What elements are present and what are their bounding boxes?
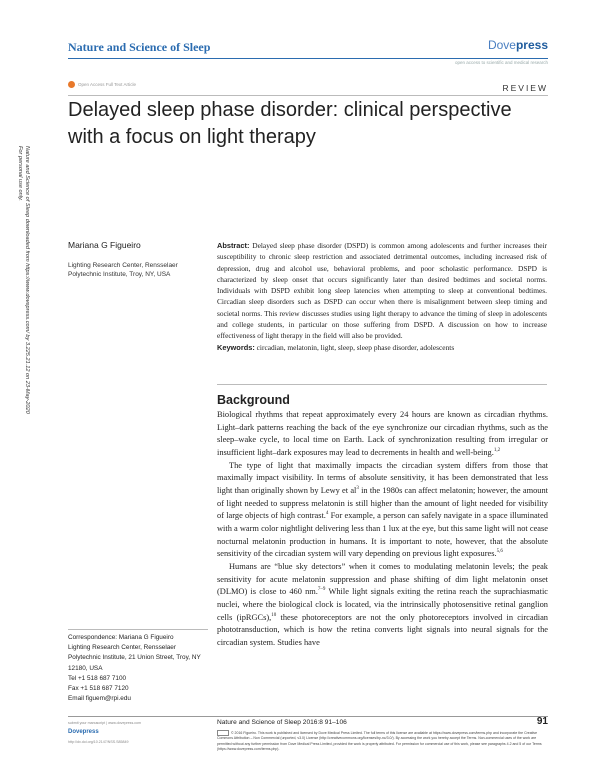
abstract-text: Delayed sleep phase disorder (DSPD) is common among adolescents and further increases their susceptibility to chronic sleep restriction and associated detrimental outcomes, including increased risk of depression, drug and alcohol use, behavioral problems, and poor scholastic performance. DSPD is characterized by sleep onset that occurs significantly later than desired bedtimes and societal norms. Individuals with DSPD exhibit long sleep latencies when attempting to sleep at conventional bedtimes. Circadian sleep disorders such as DSPD can occur when there is misalignment between sleep timing and societal norms. This review discusses studies using light therapy to advance the timing of sleep in adolescents and college students, in particular on those suffering from DSPD. A discussion on how to increase effectiveness of light therapy in the field will also be provided. [217, 241, 547, 341]
correspondence-label: Correspondence: Mariana G Figueiro [68, 634, 174, 641]
download-notice [2, 146, 36, 576]
correspondence-tel: Tel +1 518 687 7100 [68, 674, 127, 682]
journal-name: Nature and Science of Sleep [68, 40, 211, 54]
download-notice-line1: Nature and Science of Sleep downloaded from https://www.dovepress.com/ by 3.225.21.12 on 23-May-2020 [24, 146, 30, 414]
footer-divider [68, 716, 548, 717]
page-number: 91 [536, 716, 548, 727]
abstract-label: Abstract: [217, 241, 250, 250]
license-text: © 2016 Figueiro. This work is published and licensed by Dove Medical Press Limited. The full terms of this license are available at https://www.dovepress.com/terms.php and incorporate the Creative Commons Attribution – Non Commercial (unported, v3.0) License (http://creativecommons.org/licenses/by-nc/3.0/). By accessing the work you hereby accept the Terms. Non-commercial uses of the work are permitted without any further permission from Dove Medical Press Limited, provided the work is properly attributed. For permission for commercial use of this work, please see paragraphs 4.2 and 5 of our Terms (https://www.dovepress.com/terms.php). [217, 730, 542, 752]
open-access-text: Open Access Full Text Article [78, 82, 136, 87]
open-access-icon [68, 81, 75, 88]
citation-ref: 10 [271, 612, 277, 618]
footer-publisher-logo: Dovepress [68, 729, 99, 735]
submit-link[interactable]: submit your manuscript | www.dovepress.com [68, 721, 142, 725]
body-text [217, 409, 548, 649]
publisher-logo-bold: press [515, 38, 548, 52]
paragraph-3: Humans are “blue sky detectors” when it comes to modulating melatonin levels; the peak sensitivity for acute melatonin suppression and phase shifting of dim light melatonin onset (DLMO) is close to 460 nm.$^{7-9}$ While light signals exiting the retina reach the suprachiasmatic nuclei, where the biological clock is located, via the intrinsically photosensitive retinal ganglion cells (ipRGCs),$^{10}$ these photoreceptors are not the only photoreceptors involved in circadian phototransduction, which is how the retina converts light signals into neural signals for the circadian system. Studies have [217, 561, 548, 647]
article-title: Delayed sleep phase disorder: clinical perspective with a focus on light therapy [68, 99, 512, 148]
citation-ref: 5,6 [496, 549, 503, 555]
open-access-label [68, 81, 136, 88]
doi-link[interactable]: http://dx.doi.org/10.2147/NSS.S85849 [68, 740, 129, 744]
abstract-divider [217, 384, 547, 385]
header-divider [68, 58, 548, 59]
publisher-logo-light: Dove [487, 38, 516, 52]
publisher-tagline: open access to scientific and medical research [454, 60, 548, 65]
citation-ref: 4 [325, 511, 329, 517]
keywords-label: Keywords: [217, 342, 255, 352]
citation-ref: 1,2 [493, 448, 501, 454]
correspondence-address: Lighting Research Center, Rensselaer Polytechnic Institute, 21 Union Street, Troy, NY 12180, USA [68, 644, 201, 672]
footer-citation: Nature and Science of Sleep 2016:8 91–106 [217, 719, 347, 726]
correspondence-block [68, 633, 210, 704]
correspondence-divider [68, 629, 208, 630]
download-notice-line2: For personal use only. [17, 146, 23, 201]
correspondence-email[interactable]: Email figuem@rpi.edu [68, 695, 131, 703]
paragraph-2: The type of light that maximally impacts the circadian system differs from those that maximally impact visibility. In terms of absolute sensitivity, it has been demonstrated that less light than originally shown by Lewy et $al^3$ in the 1980s can affect melatonin; however, the amount of light needed to suppress melatonin is still higher than the amount of light needed for visibility of large objects of high contrast.$^4$ For example, a person can safely navigate in a space illuminated with a warm color nightlight delivering less than 1 lux at the eye, but this same light will not cease nocturnal melatonin production in humans. It is important to note, however, that the absolute sensitivity of the circadian system will vary depending on previous light exposures.$^{5,6}$ [217, 460, 549, 559]
author-affiliation: Lighting Research Center, Rensselaer Polytechnic Institute, Troy, NY, USA [68, 262, 178, 278]
creative-commons-icon [217, 730, 229, 736]
title-divider [68, 95, 548, 96]
publisher-logo [488, 38, 548, 52]
keywords-text: circadian, melatonin, light, sleep, sleep phase disorder, adolescents [256, 342, 455, 352]
author-name: Mariana G Figueiro [68, 240, 141, 250]
paragraph-1: Biological rhythms that repeat approximately every 24 hours are known as circadian rhythms. Light–dark patterns reaching the back of the eye synchronize our circadian rhythms, such as the sleep–wake cycle, to local time on Earth. Lack of synchronization resulting from irregular or insufficient light–dark exposures may lead to decrements in health and well-being.$^{1,2}$ [217, 410, 548, 457]
citation-ref: 7–9 [317, 587, 326, 593]
citation-ref: 3 [356, 486, 359, 492]
section-heading-background: Background [217, 393, 290, 407]
article-type: REVIEW [502, 83, 548, 93]
abstract [217, 240, 547, 353]
correspondence-fax: Fax +1 518 687 7120 [68, 685, 129, 693]
